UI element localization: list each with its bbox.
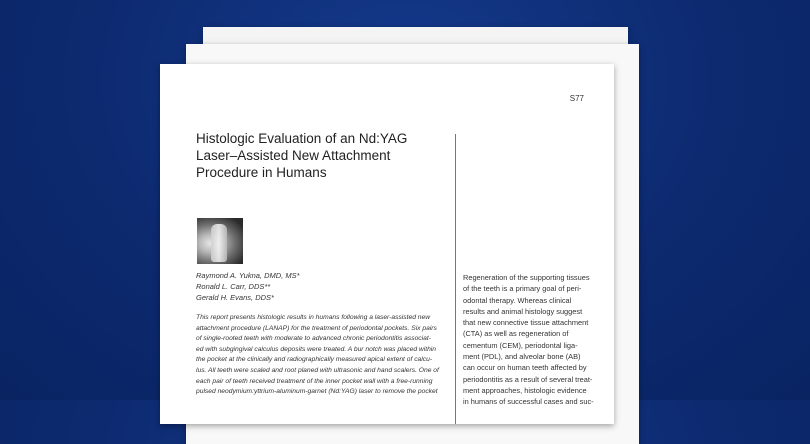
article-page (160, 64, 614, 424)
paper-title (196, 130, 466, 181)
abstract-line: of single-rooted teeth with moderate to advanced chronic periodontitis associat- (196, 335, 431, 343)
body-line: odontal therapy. Whereas clinical (463, 295, 572, 305)
body-line: in humans of successful cases and suc- (463, 397, 594, 407)
author: Ronald L. Carr, DDS** (196, 282, 271, 291)
abstract-line: This report presents histologic results in humans following a laser-assisted new (196, 314, 431, 321)
body-line: that new connective tissue attachment (463, 318, 589, 328)
abstract-line: pulsed neodymium:yttrium-aluminum-garnet (Nd:YAG) laser to remove the pocket (196, 388, 438, 396)
abstract-line: lus. All teeth were scaled and root planed with ultrasonic and hand scalers. One of (196, 366, 439, 374)
title-line: Laser–Assisted New Attachment (196, 148, 391, 163)
body-line: results and animal histology suggest (463, 306, 583, 316)
body-text (463, 272, 613, 408)
abstract-line: attachment procedure (LANAP) for the treatment of periodontal pockets. Six pairs (196, 324, 437, 332)
body-line: can occur on human teeth affected by (463, 363, 587, 373)
title-line: Histologic Evaluation of an Nd:YAG (196, 131, 408, 146)
author: Gerald H. Evans, DDS* (196, 293, 274, 302)
body-line: ment approaches, histologic evidence (463, 385, 587, 395)
body-line: (CTA) as well as regeneration of (463, 329, 569, 339)
body-line: of the teeth is a primary goal of peri- (463, 284, 582, 294)
body-line: periodontitis as a result of several treat- (463, 374, 593, 384)
page-number: S77 (569, 94, 584, 103)
abstract-line: each pair of teeth received treatment of the inner pocket wall with a free-running (196, 377, 433, 385)
body-line: ment (PDL), and alveolar bone (AB) (463, 352, 581, 362)
abstract-line: the pocket at the clinically and radiographically measured apical extent of calcu- (196, 356, 433, 364)
body-line: Regeneration of the supporting tissues (463, 273, 590, 282)
body-line: cementum (CEM), periodontal liga- (463, 340, 578, 350)
abstract (196, 313, 464, 398)
author: Raymond A. Yukna, DMD, MS* (196, 271, 300, 280)
radiograph-thumbnail-image (197, 218, 243, 264)
author-list (196, 270, 300, 303)
title-line: Procedure in Humans (196, 165, 327, 180)
abstract-line: ed with subgingival calculus deposits were treated. A bur notch was placed within (196, 345, 437, 353)
